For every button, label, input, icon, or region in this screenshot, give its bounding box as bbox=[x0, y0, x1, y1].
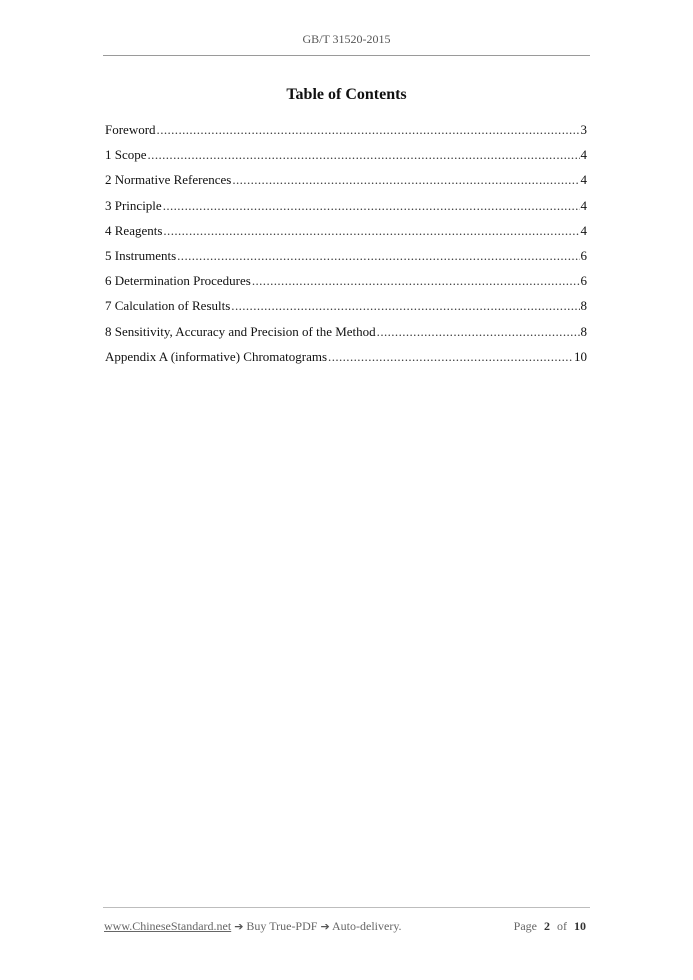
toc-entry-label: Foreword bbox=[105, 122, 156, 137]
toc-entry-label: 7 Calculation of Results bbox=[105, 298, 231, 314]
toc-dot-leader bbox=[328, 348, 573, 365]
toc-dot-leader bbox=[377, 323, 580, 340]
toc-entry-label: 8 Sensitivity, Accuracy and Precision of the Method bbox=[105, 323, 376, 339]
buy-true-pdf-text: Buy True-PDF bbox=[246, 919, 318, 933]
toc-entry-label: Appendix A (informative) Chromatograms bbox=[105, 348, 328, 364]
header-doc-id: GB/T 31520-2015 bbox=[302, 32, 391, 46]
toc-entry-page: 8 bbox=[580, 323, 587, 339]
toc-dot-leader bbox=[232, 171, 579, 188]
page-word: Page bbox=[513, 919, 537, 933]
toc-entry-page: 3 bbox=[580, 122, 587, 137]
page-footer bbox=[104, 919, 588, 934]
toc-entry-reagents[interactable] bbox=[105, 222, 587, 247]
right-arrow-icon: ➔ bbox=[320, 920, 330, 933]
toc-dot-leader bbox=[157, 121, 580, 138]
toc-entry-label: 3 Principle bbox=[105, 197, 162, 213]
right-arrow-icon: ➔ bbox=[234, 920, 244, 933]
toc-entry-scope[interactable] bbox=[105, 146, 587, 171]
toc-entry-page: 6 bbox=[580, 273, 587, 289]
toc-entry-sensitivity-accuracy-precision[interactable] bbox=[105, 323, 587, 348]
toc-entry-normative-references[interactable] bbox=[105, 171, 587, 196]
toc-entry-instruments[interactable] bbox=[105, 247, 587, 272]
total-pages-number: 10 bbox=[574, 919, 586, 933]
toc-entry-page: 4 bbox=[580, 172, 587, 188]
page-indicator bbox=[512, 919, 588, 934]
toc-entry-page: 4 bbox=[580, 222, 587, 238]
toc-entry-label: 2 Normative References bbox=[105, 172, 232, 188]
toc-entry-principle[interactable] bbox=[105, 197, 587, 222]
toc-entry-calculation-of-results[interactable] bbox=[105, 297, 587, 322]
current-page-number: 2 bbox=[544, 919, 550, 933]
toc-dot-leader bbox=[231, 297, 579, 314]
toc-entry-page: 10 bbox=[574, 348, 587, 364]
toc-dot-leader bbox=[148, 146, 580, 163]
toc-entry-appendix-a[interactable] bbox=[105, 348, 587, 373]
footer-divider bbox=[103, 907, 590, 908]
toc-entry-foreword[interactable] bbox=[105, 121, 587, 146]
toc-entry-page: 4 bbox=[580, 147, 587, 163]
toc-entry-label: 5 Instruments bbox=[105, 247, 177, 263]
of-word: of bbox=[557, 919, 567, 933]
website-link[interactable]: www.ChineseStandard.net bbox=[104, 919, 232, 933]
toc-entry-label: 4 Reagents bbox=[105, 222, 163, 238]
toc-dot-leader bbox=[177, 247, 579, 264]
toc-title: Table of Contents bbox=[286, 86, 407, 103]
toc-entry-label: 1 Scope bbox=[105, 147, 147, 163]
toc-dot-leader bbox=[252, 272, 580, 289]
toc-list bbox=[105, 121, 587, 373]
auto-delivery-text: Auto-delivery. bbox=[332, 919, 402, 933]
toc-entry-page: 6 bbox=[580, 247, 587, 263]
header-divider bbox=[103, 55, 590, 56]
toc-entry-label: 6 Determination Procedures bbox=[105, 273, 251, 289]
toc-entry-determination-procedures[interactable] bbox=[105, 272, 587, 297]
toc-dot-leader bbox=[163, 222, 579, 239]
toc-dot-leader bbox=[163, 197, 580, 214]
toc-entry-page: 4 bbox=[580, 197, 587, 213]
footer-promo bbox=[104, 919, 402, 934]
toc-entry-page: 8 bbox=[580, 298, 587, 314]
